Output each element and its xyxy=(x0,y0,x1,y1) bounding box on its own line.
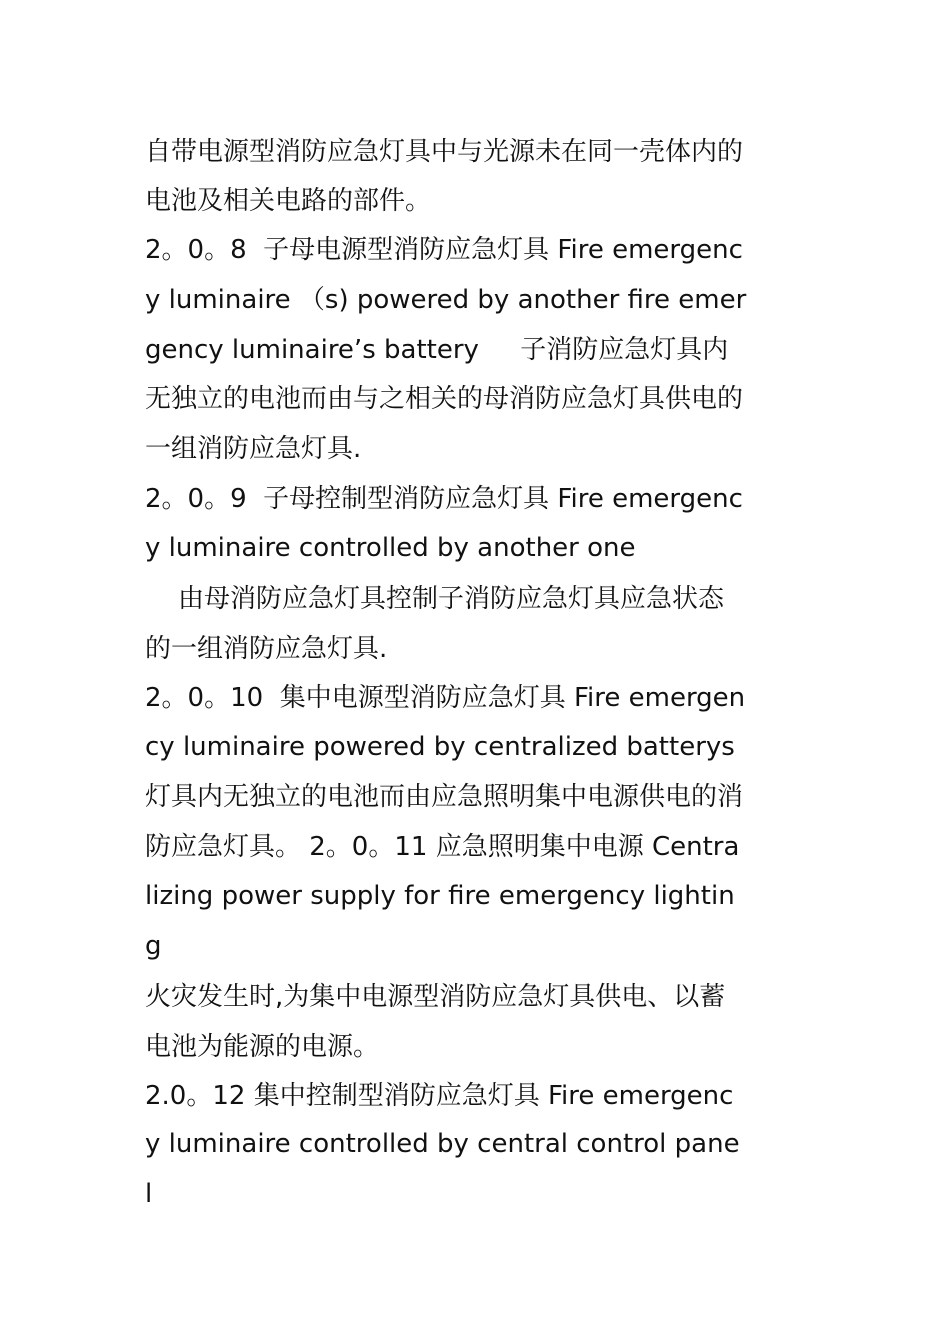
text-line: 无独立的电池而由与之相关的母消防应急灯具供电的 xyxy=(145,384,744,414)
text-line: 的一组消防应急灯具. xyxy=(145,634,388,664)
text-line: 2.0。12 集中控制型消防应急灯具 Fire emergenc xyxy=(145,1081,734,1111)
text-line: 由母消防应急灯具控制子消防应急灯具应急状态 xyxy=(145,584,725,614)
text-line: 火灾发生时,为集中电源型消防应急灯具供电、以蓄 xyxy=(145,982,726,1012)
text-line: 2。0。8 子母电源型消防应急灯具 Fire emergenc xyxy=(145,235,743,265)
text-line: 一组消防应急灯具. xyxy=(145,434,362,464)
text-line: gency luminaire’s battery 子消防应急灯具内 xyxy=(145,335,729,365)
text-line: y luminaire controlled by central control pane xyxy=(145,1129,740,1159)
text-line: lizing power supply for fire emergency lightin xyxy=(145,881,735,911)
text-line: y luminaire （s) powered by another fire emer xyxy=(145,285,747,315)
text-line: 防应急灯具。 2。0。11 应急照明集中电源 Centra xyxy=(145,832,740,862)
text-line: 电池及相关电路的部件。 xyxy=(145,186,432,216)
text-line: l xyxy=(145,1179,153,1209)
text-line: y luminaire controlled by another one xyxy=(145,533,636,563)
text-line: g xyxy=(145,931,162,961)
text-line: 自带电源型消防应急灯具中与光源未在同一壳体内的 xyxy=(145,137,744,167)
text-line: 2。0。9 子母控制型消防应急灯具 Fire emergenc xyxy=(145,484,743,514)
text-line: 2。0。10 集中电源型消防应急灯具 Fire emergen xyxy=(145,683,746,713)
text-line: 灯具内无独立的电池而由应急照明集中电源供电的消 xyxy=(145,782,744,812)
text-line: cy luminaire powered by centralized batterys xyxy=(145,732,735,762)
text-line: 电池为能源的电源。 xyxy=(145,1032,380,1062)
